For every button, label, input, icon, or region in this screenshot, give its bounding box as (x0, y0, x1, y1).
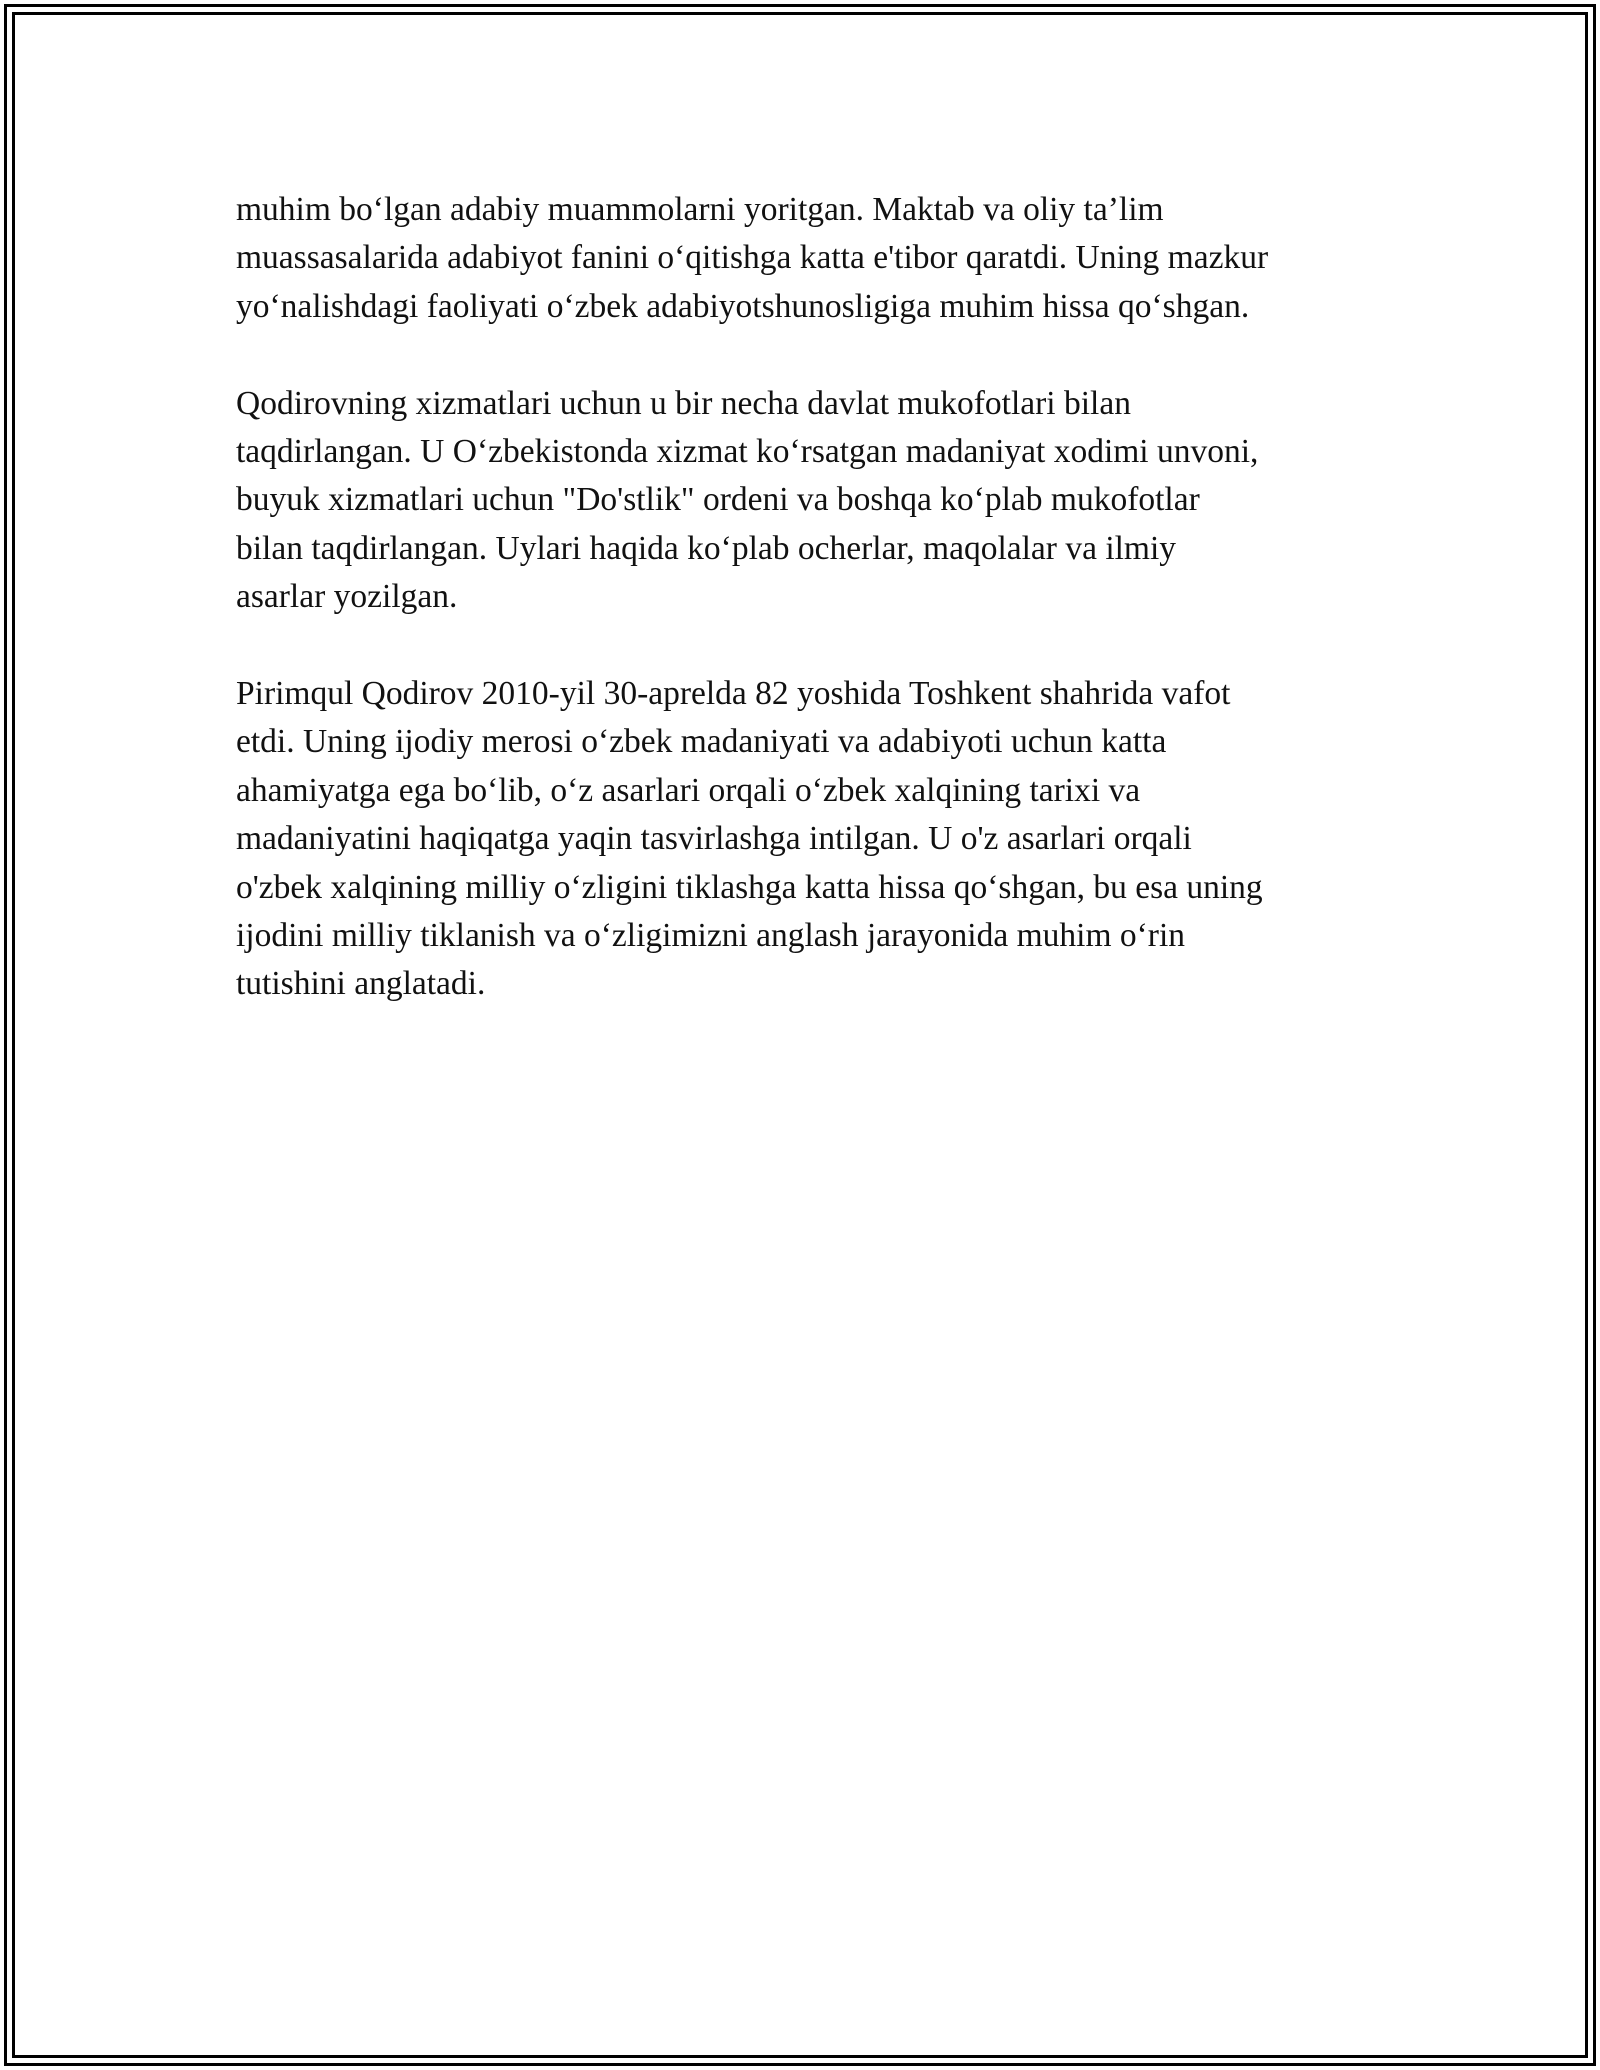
paragraph-line: taqdirlangan. U O‘zbekistonda xizmat ko‘rsatgan madaniyat xodimi unvoni, (236, 433, 1259, 471)
paragraph-line: o'zbek xalqining milliy o‘zligini tiklashga katta hissa qo‘shgan, bu esa uning (236, 868, 1263, 906)
paragraph-1 (236, 186, 1376, 331)
paragraph-2 (236, 380, 1376, 622)
paragraph-line: asarlar yozilgan. (236, 578, 458, 616)
paragraph-line: yo‘nalishdagi faoliyati o‘zbek adabiyotshunosligiga muhim hissa qo‘shgan. (236, 287, 1250, 325)
paragraph-line: etdi. Uning ijodiy merosi o‘zbek madaniyati va adabiyoti uchun katta (236, 723, 1167, 761)
paragraph-line: buyuk xizmatlari uchun "Do'stlik" ordeni va boshqa ko‘plab mukofotlar (236, 481, 1200, 519)
paragraph-line: Qodirovning xizmatlari uchun u bir necha davlat mukofotlari bilan (236, 384, 1131, 422)
paragraph-line: bilan taqdirlangan. Uylari haqida ko‘plab ocherlar, maqolalar va ilmiy (236, 529, 1177, 567)
paragraph-line: Pirimqul Qodirov 2010-yil 30-aprelda 82 yoshida Toshkent shahrida vafot (236, 675, 1231, 713)
document-body (236, 186, 1376, 1057)
paragraph-line: ahamiyatga ega bo‘lib, o‘z asarlari orqali o‘zbek xalqining tarixi va (236, 771, 1141, 809)
paragraph-line: ijodini milliy tiklanish va o‘zligimizni anglash jarayonida muhim o‘rin (236, 917, 1186, 955)
paragraph-3 (236, 670, 1376, 1009)
paragraph-line: muhim bo‘lgan adabiy muammolarni yoritgan. Maktab va oliy ta’lim (236, 191, 1164, 228)
paragraph-line: tutishini anglatadi. (236, 965, 486, 1003)
paragraph-line: madaniyatini haqiqatga yaqin tasvirlashga intilgan. U o'z asarlari orqali (236, 820, 1192, 858)
paragraph-line: muassasalarida adabiyot fanini o‘qitishga katta e'tibor qaratdi. Uning mazkur (236, 239, 1269, 277)
